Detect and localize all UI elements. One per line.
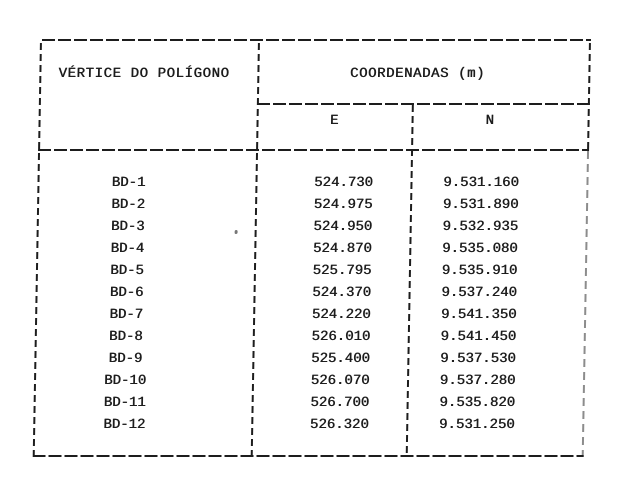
vertex-cell: BD-5 — [109, 263, 144, 279]
e-cell: 525.795 — [312, 263, 372, 279]
e-cell: 524.370 — [312, 285, 372, 301]
vertex-cell: BD-10 — [103, 373, 147, 389]
e-cell: 525.400 — [310, 351, 370, 367]
n-cell: 9.537.280 — [439, 373, 516, 389]
vertex-cell: BD-8 — [108, 329, 143, 345]
e-cell: 524.950 — [313, 219, 373, 235]
coordinates-table — [33, 39, 591, 457]
e-cell: 524.730 — [313, 175, 374, 191]
e-cell: 524.975 — [313, 197, 373, 213]
header-n-column: N — [485, 113, 494, 129]
vertex-cell: BD-1 — [111, 175, 146, 191]
e-cell: 526.070 — [310, 373, 370, 389]
n-cell: 9.532.935 — [442, 219, 519, 235]
vertex-cell: BD-7 — [109, 307, 144, 323]
e-cell: 524.870 — [312, 241, 372, 257]
header-vertex-column: VÉRTICE DO POLÍGONO — [58, 66, 230, 82]
n-cell: 9.531.160 — [443, 175, 519, 191]
n-cell: 9.541.450 — [440, 329, 517, 345]
n-cell: 9.535.080 — [441, 241, 518, 257]
e-cell: 526.010 — [311, 329, 371, 345]
e-column — [251, 149, 411, 436]
n-cell: 9.541.350 — [440, 307, 517, 323]
n-cell: 9.535.910 — [441, 263, 518, 279]
e-cell: 526.700 — [310, 395, 370, 411]
n-cell: 9.531.890 — [442, 197, 519, 213]
n-cell: 9.537.530 — [439, 351, 516, 367]
n-cell: 9.537.240 — [441, 285, 518, 301]
vertex-cell: BD-9 — [108, 351, 143, 367]
n-column — [406, 149, 589, 436]
e-cell: 526.320 — [309, 417, 369, 433]
e-cell: 524.220 — [311, 307, 371, 323]
vertex-cell: BD-4 — [110, 241, 145, 257]
vertex-cell: BD-6 — [109, 285, 144, 301]
vertex-cell: BD-12 — [103, 417, 146, 433]
header-e-column: E — [329, 113, 339, 129]
vertex-column — [33, 149, 256, 436]
vertex-cell: BD-3 — [110, 219, 145, 235]
header-coordenadas-group: COORDENADAS (m) — [349, 66, 486, 82]
vertex-cell: BD-11 — [103, 395, 146, 411]
n-cell: 9.531.250 — [438, 417, 515, 433]
n-cell: 9.535.820 — [439, 395, 516, 411]
table-border-bottom — [33, 455, 584, 457]
vertex-cell: BD-2 — [111, 197, 146, 213]
